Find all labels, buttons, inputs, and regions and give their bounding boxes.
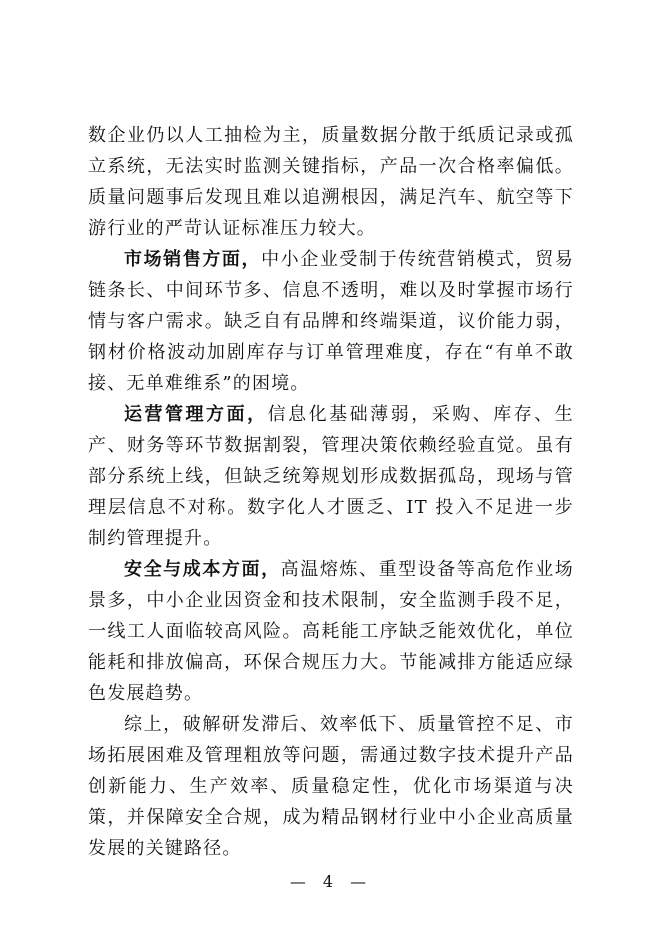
paragraph-text: 信息化基础薄弱，采购、库存、生产、财务等环节数据割裂，管理决策依赖经验直觉。虽有部分系统上线，但缺乏统筹规划形成数据孤岛，现场与管理层信息不对称。数字化人才匮乏、IT 投入不足进一步制约管理提升。 (88, 404, 575, 549)
section-heading-safety-cost: 安全与成本方面， (124, 559, 281, 580)
paragraph-text: 高温熔炼、重型设备等高危作业场景多，中小企业因资金和技术限制，安全监测手段不足，一线工人面临较高风险。高耗能工序缺乏能效优化，单位能耗和排放偏高，环保合规压力大。节能减排方能适应绿色发展趋势。 (88, 559, 574, 704)
paragraph-text: 综上，破解研发滞后、效率低下、质量管控不足、市场拓展困难及管理粗放等问题，需通过数字技术提升产品创新能力、生产效率、质量稳定性，优化市场渠道与决策，并保障安全合规，成为精品钢材行业中小企业高质量发展的关键路径。 (88, 714, 574, 859)
section-heading-market-sales: 市场销售方面， (124, 249, 262, 270)
body-text (88, 120, 574, 864)
paragraph-operations-management (88, 399, 574, 554)
paragraph-text: 数企业仍以人工抽检为主，质量数据分散于纸质记录或孤立系统，无法实时监测关键指标，产品一次合格率偏低。质量问题事后发现且难以追溯根因，满足汽车、航空等下游行业的严苛认证标准压力较大。 (88, 125, 574, 239)
paragraph-summary (88, 709, 574, 864)
paragraph-safety-cost (88, 554, 574, 709)
paragraph-market-sales (88, 244, 574, 399)
paragraph-text: 中小企业受制于传统营销模式，贸易链条长、中间环节多、信息不透明，难以及时掌握市场行情与客户需求。缺乏自有品牌和终端渠道，议价能力弱，钢材价格波动加剧库存与订单管理难度，存在“有单不敢接、无单难维系”的困境。 (88, 249, 574, 394)
section-heading-operations-management: 运营管理方面， (124, 404, 268, 425)
page-number: — 4 — (289, 872, 373, 891)
paragraph-quality-continued (88, 120, 574, 244)
